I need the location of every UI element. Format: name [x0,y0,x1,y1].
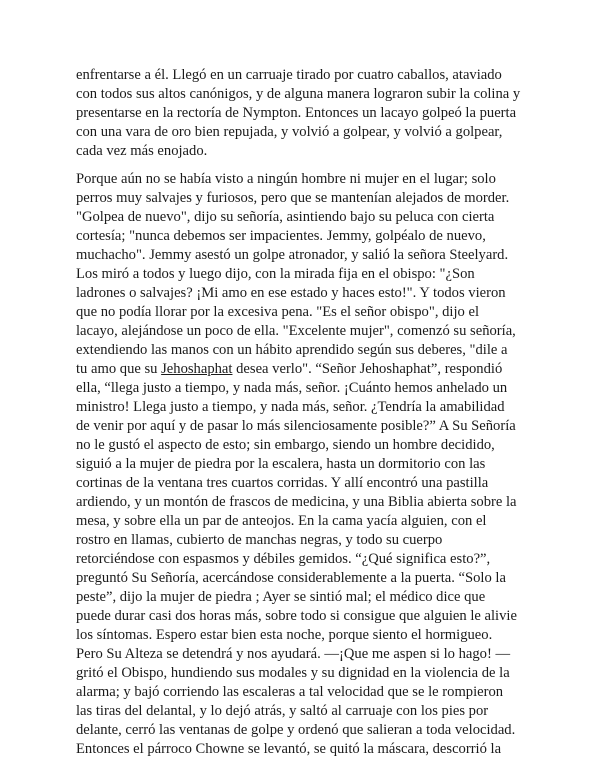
text-line: con una vara de oro bien repujada, y volvió a golpear, y volvió a golpear, [76,124,503,140]
paragraph-1 [76,66,546,161]
text-line: siguió a la mujer de piedra por la escalera, hasta un dormitorio con las [76,456,486,472]
text-line: lacayo, alejándose un poco de ella. "Excelente mujer", comenzó su señoría, [76,323,516,339]
link-line-prefix: tu amo que su [76,361,162,377]
text-line: Entonces el párroco Chowne se levantó, se quitó la máscara, descorrió la [76,741,502,757]
text-line: gritó el Obispo, hundiendo sus modales y su dignidad en la violencia de la [76,665,510,681]
text-line: los síntomas. Espero estar bien esta noche, porque siento el hormigueo. [76,627,493,643]
text-line-with-link [76,360,546,379]
text-line: extendiendo las manos con un hábito aprendido según sus deberes, "dile a [76,342,508,358]
text-line: alarma; y bajó corriendo las escaleras a tal velocidad que se le rompieron [76,684,504,700]
text-line: preguntó Su Señoría, acercándose considerablemente a la puerta. “Solo la [76,570,506,586]
text-line: ella, “llega justo a tiempo, y nada más, señor. ¡Cuánto hemos anhelado un [76,380,508,396]
text-line: presentarse en la rectoría de Nympton. Entonces un lacayo golpeó la puerta [76,105,517,121]
text-line: perros muy salvajes y furiosos, pero que se mantenían alejados de morder. [76,190,510,206]
text-line: "Golpea de nuevo", dijo su señoría, asintiendo bajo su peluca con cierta [76,209,495,225]
text-line: delante, cerró las ventanas de golpe y ordenó que salieran a toda velocidad. [76,722,516,738]
text-line: las tiras del delantal, y lo dejó atrás, y saltó al carruaje con los pies por [76,703,489,719]
text-line: de venir por aquí y de pasar lo más silenciosamente posible?” A Su Señoría [76,418,516,434]
text-line: rostro en llamas, cubierto de manchas negras, y todo su cuerpo [76,532,443,548]
jehoshaphat-link[interactable]: Jehoshaphat [161,361,233,377]
text-line: peste”, dijo la mujer de piedra ; Ayer se sintió mal; el médico dice que [76,589,486,605]
text-line: enfrentarse a él. Llegó en un carruaje tirado por cuatro caballos, ataviado [76,67,502,83]
text-line: Pero Su Alteza se detendrá y nos ayudará. —¡Que me aspen si lo hago! — [76,646,511,662]
text-line: ministro! Llega justo a tiempo, y nada más, señor. ¿Tendría la amabilidad [76,399,505,415]
paragraph-2 [76,170,546,759]
text-line: cortesía; "nunca debemos ser impacientes. Jemmy, golpéalo de nuevo, [76,228,486,244]
text-line: Los miró a todos y luego dijo, con la mirada fija en el obispo: "¿Son [76,266,475,282]
text-line: ladrones o salvajes? ¡Mi amo en ese estado y haces esto!". Y todos vieron [76,285,506,301]
text-line: ardiendo, y un montón de frascos de medicina, y una Biblia abierta sobre la [76,494,517,510]
text-line: mesa, y sobre ella un par de anteojos. En la cama yacía alguien, con el [76,513,487,529]
text-line: cada vez más enojado. [76,143,208,159]
text-line: Porque aún no se había visto a ningún hombre ni mujer en el lugar; solo [76,171,496,187]
text-line: retorciéndose con espasmos y débiles gemidos. “¿Qué significa esto?”, [76,551,491,567]
link-line-suffix: desea verlo". “Señor Jehoshaphat”, respondió [232,361,503,377]
text-line: muchacho". Jemmy asestó un golpe atronador, y salió la señora Steelyard. [76,247,509,263]
text-line: no le gustó el aspecto de esto; sin embargo, siendo un hombre decidido, [76,437,495,453]
text-line: que no podía llorar por la excesiva pena. "Es el señor obispo", dijo el [76,304,479,320]
text-line: puede durar casi dos horas más, sobre todo si consigue que alguien le alivie [76,608,517,624]
text-line: cortinas de la ventana tres cuartos corridas. Y allí encontró una pastilla [76,475,489,491]
text-line: con todos sus altos canónigos, y de alguna manera lograron subir la colina y [76,86,521,102]
